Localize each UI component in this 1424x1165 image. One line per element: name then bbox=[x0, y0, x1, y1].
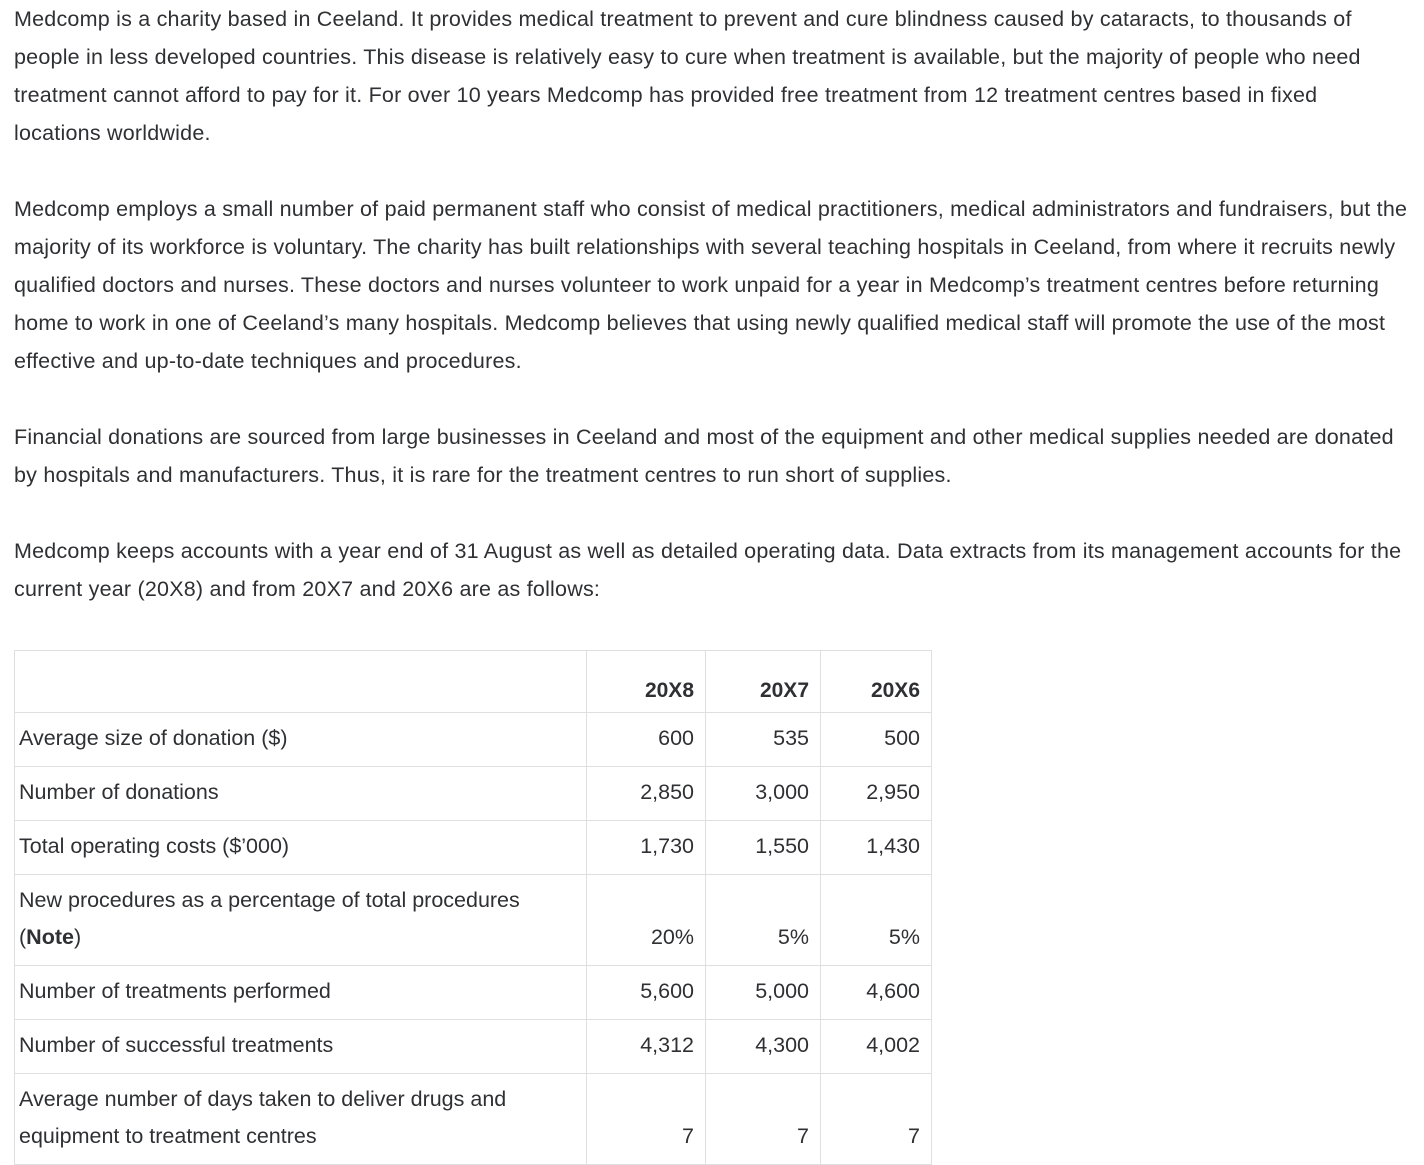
row-label: Total operating costs ($’000) bbox=[15, 821, 587, 875]
paragraph-4: Medcomp keeps accounts with a year end of 31 August as well as detailed operating data. Data extracts from its management accounts for the current year (20X8) and from 20X7 and 20X6 are as follows: bbox=[14, 539, 1402, 601]
table-body bbox=[15, 713, 932, 1165]
row-value: 500 bbox=[821, 713, 932, 767]
row-value: 4,312 bbox=[587, 1020, 706, 1074]
management-accounts-table bbox=[14, 650, 932, 1165]
row-label: Number of successful treatments bbox=[15, 1020, 587, 1074]
column-header-20x8: 20X8 bbox=[587, 651, 706, 713]
row-label: Average number of days taken to deliver drugs and equipment to treatment centres bbox=[15, 1074, 587, 1165]
table-row bbox=[15, 713, 932, 767]
table-header-row bbox=[15, 651, 932, 713]
column-header-20x6: 20X6 bbox=[821, 651, 932, 713]
table-row bbox=[15, 821, 932, 875]
row-value: 5,000 bbox=[706, 966, 821, 1020]
row-value: 20% bbox=[587, 875, 706, 966]
paragraph-2: Medcomp employs a small number of paid permanent staff who consist of medical practitioners, medical administrators and fundraisers, but the majority of its workforce is voluntary. The charity has built relationships with several teaching hospitals in Ceeland, from where it recruits newly qualified doctors and nurses. These doctors and nurses volunteer to work unpaid for a year in Medcomp’s treatment centres before returning home to work in one of Ceeland’s many hospitals. Medcomp believes that using newly qualified medical staff will promote the use of the most effective and up-to-date techniques and procedures. bbox=[14, 197, 1408, 373]
row-value: 600 bbox=[587, 713, 706, 767]
row-value: 2,950 bbox=[821, 767, 932, 821]
table-row bbox=[15, 1020, 932, 1074]
table-row bbox=[15, 767, 932, 821]
paragraph-3: Financial donations are sourced from large businesses in Ceeland and most of the equipment and other medical supplies needed are donated by hospitals and manufacturers. Thus, it is rare for the treatment centres to run short of supplies. bbox=[14, 425, 1394, 487]
row-value: 5,600 bbox=[587, 966, 706, 1020]
row-value: 4,600 bbox=[821, 966, 932, 1020]
column-header-label bbox=[15, 651, 587, 713]
row-value: 1,730 bbox=[587, 821, 706, 875]
row-value: 4,300 bbox=[706, 1020, 821, 1074]
table-row bbox=[15, 1074, 932, 1165]
row-value: 4,002 bbox=[821, 1020, 932, 1074]
row-value: 3,000 bbox=[706, 767, 821, 821]
row-label: Number of treatments performed bbox=[15, 966, 587, 1020]
column-header-20x7: 20X7 bbox=[706, 651, 821, 713]
table-row bbox=[15, 875, 932, 966]
row-value: 2,850 bbox=[587, 767, 706, 821]
row-value: 5% bbox=[821, 875, 932, 966]
row-label: New procedures as a percentage of total procedures (Note) bbox=[15, 875, 587, 966]
row-value: 7 bbox=[706, 1074, 821, 1165]
table-row bbox=[15, 966, 932, 1020]
note-emphasis: Note bbox=[26, 925, 74, 949]
row-label: Number of donations bbox=[15, 767, 587, 821]
row-value: 7 bbox=[821, 1074, 932, 1165]
row-value: 1,550 bbox=[706, 821, 821, 875]
table-header bbox=[15, 651, 932, 713]
row-value: 7 bbox=[587, 1074, 706, 1165]
table-spacer bbox=[14, 608, 1410, 650]
row-label: Average size of donation ($) bbox=[15, 713, 587, 767]
row-value: 1,430 bbox=[821, 821, 932, 875]
paragraph-1: Medcomp is a charity based in Ceeland. It provides medical treatment to prevent and cure blindness caused by cataracts, to thousands of people in less developed countries. This disease is relatively easy to cure when treatment is available, but the majority of people who need treatment cannot afford to pay for it. For over 10 years Medcomp has provided free treatment from 12 treatment centres based in fixed locations worldwide. bbox=[14, 7, 1361, 145]
row-value: 535 bbox=[706, 713, 821, 767]
row-value: 5% bbox=[706, 875, 821, 966]
